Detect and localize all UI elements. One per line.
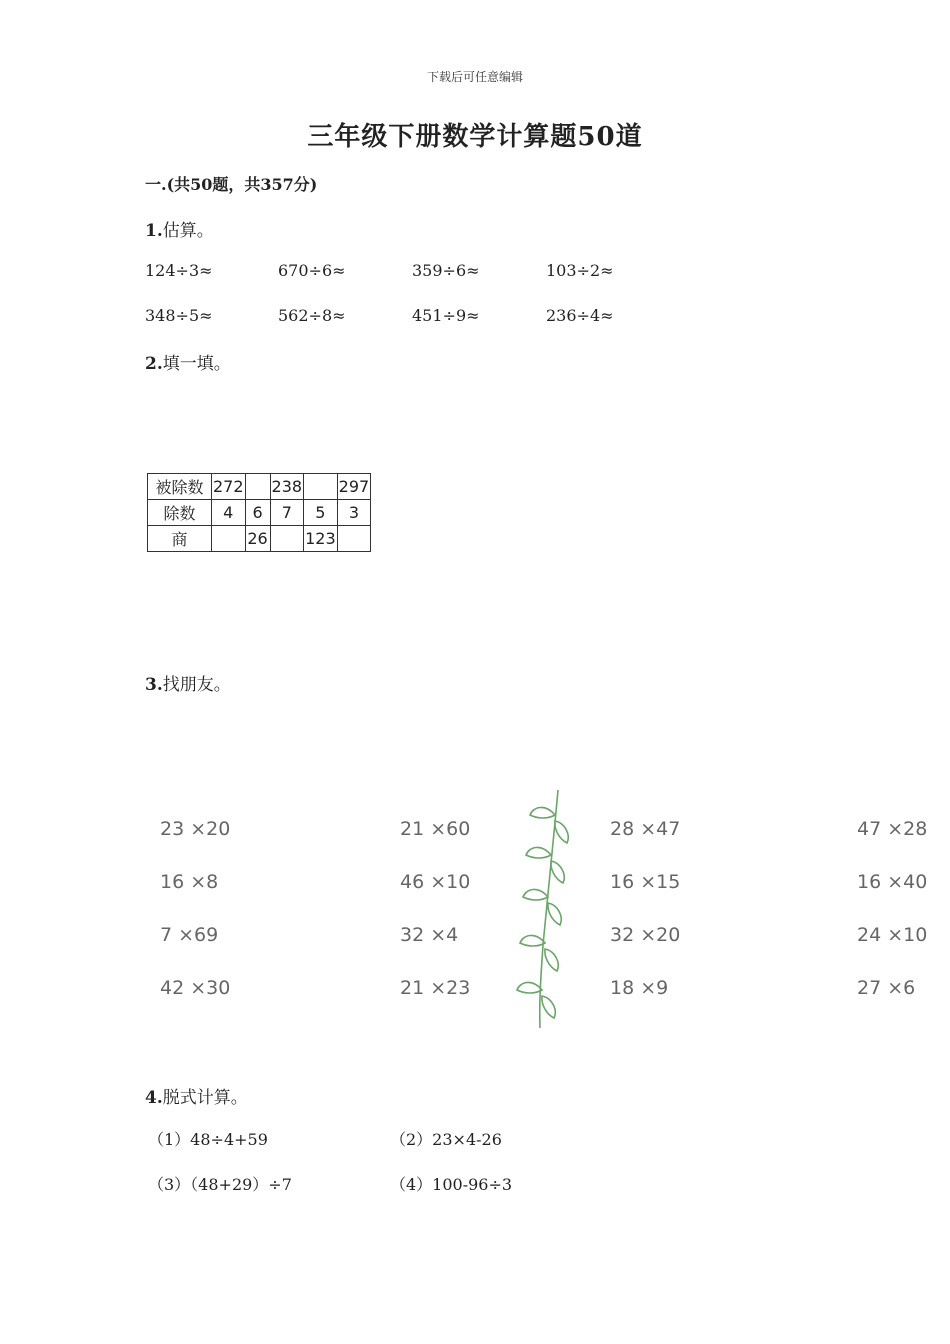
table-cell: 6 <box>245 500 270 526</box>
question-label: 找朋友。 <box>162 675 231 695</box>
table-cell <box>270 526 304 552</box>
estimate-item: 348÷5≈ <box>145 306 213 325</box>
page-title: 三年级下册数学计算题50道 <box>307 122 643 152</box>
header-note: 下载后可任意编辑 <box>426 70 523 84</box>
friend-expression: 28 ×47 <box>610 818 681 840</box>
division-table <box>147 473 371 552</box>
question-number: 3. <box>145 675 163 695</box>
calc-item: （3）（48+29）÷7 <box>148 1175 292 1194</box>
table-cell: 5 <box>304 500 338 526</box>
friend-expression: 18 ×9 <box>610 977 669 999</box>
table-cell: 123 <box>304 526 338 552</box>
friend-expression: 32 ×4 <box>400 924 459 946</box>
table-cell <box>304 474 338 500</box>
leaf-pair <box>520 935 558 971</box>
leaf-pair <box>517 982 555 1018</box>
estimate-item: 236÷4≈ <box>546 306 614 325</box>
table-cell <box>245 474 270 500</box>
table-row <box>148 526 371 552</box>
calc-item: （4）100-96÷3 <box>390 1175 513 1194</box>
estimate-item: 451÷9≈ <box>412 306 480 325</box>
table-cell: 4 <box>212 500 246 526</box>
question-number: 2. <box>145 354 163 374</box>
question-number: 4. <box>145 1088 163 1108</box>
table-header-cell: 除数 <box>148 500 212 526</box>
table-header-cell: 商 <box>148 526 212 552</box>
table-cell: 297 <box>337 474 371 500</box>
table-cell: 26 <box>245 526 270 552</box>
question-1-heading <box>145 216 214 241</box>
table-cell: 3 <box>337 500 371 526</box>
estimate-item: 359÷6≈ <box>412 261 480 280</box>
calc-item: （1）48÷4+59 <box>148 1130 268 1149</box>
vine-illustration <box>505 785 585 1030</box>
table-cell <box>337 526 371 552</box>
table-row <box>148 500 371 526</box>
table-cell: 272 <box>212 474 246 500</box>
leaf-pair <box>530 807 568 843</box>
table-cell: 7 <box>270 500 304 526</box>
table-cell: 238 <box>270 474 304 500</box>
table-header-cell: 被除数 <box>148 474 212 500</box>
question-label: 填一填。 <box>162 354 231 374</box>
friend-expression: 32 ×20 <box>610 924 681 946</box>
calc-item: （2）23×4-26 <box>390 1130 502 1149</box>
leaf-pair <box>523 889 561 925</box>
friend-expression: 16 ×8 <box>160 871 219 893</box>
friend-expression: 7 ×69 <box>160 924 219 946</box>
estimate-item: 562÷8≈ <box>278 306 346 325</box>
question-label: 脱式计算。 <box>162 1088 248 1108</box>
friend-expression: 46 ×10 <box>400 871 471 893</box>
friend-expression: 24 ×10 <box>857 924 928 946</box>
leaf-pair <box>526 847 564 883</box>
friend-expression: 16 ×15 <box>610 871 681 893</box>
friend-expression: 27 ×6 <box>857 977 916 999</box>
friend-expression: 16 ×40 <box>857 871 928 893</box>
table-row <box>148 474 371 500</box>
section-heading: 一.(共50题，共357分) <box>145 175 318 194</box>
estimate-item: 103÷2≈ <box>546 261 614 280</box>
friend-expression: 21 ×60 <box>400 818 471 840</box>
friend-expression: 42 ×30 <box>160 977 231 999</box>
question-number: 1. <box>145 221 163 241</box>
friend-expression: 21 ×23 <box>400 977 471 999</box>
question-2-heading <box>145 349 231 374</box>
question-label: 估算。 <box>162 221 214 241</box>
question-4-heading <box>145 1083 248 1108</box>
question-3-heading <box>145 670 231 695</box>
friend-expression: 23 ×20 <box>160 818 231 840</box>
friend-expression: 47 ×28 <box>857 818 928 840</box>
table-cell <box>212 526 246 552</box>
estimate-item: 124÷3≈ <box>145 261 213 280</box>
estimate-item: 670÷6≈ <box>278 261 346 280</box>
